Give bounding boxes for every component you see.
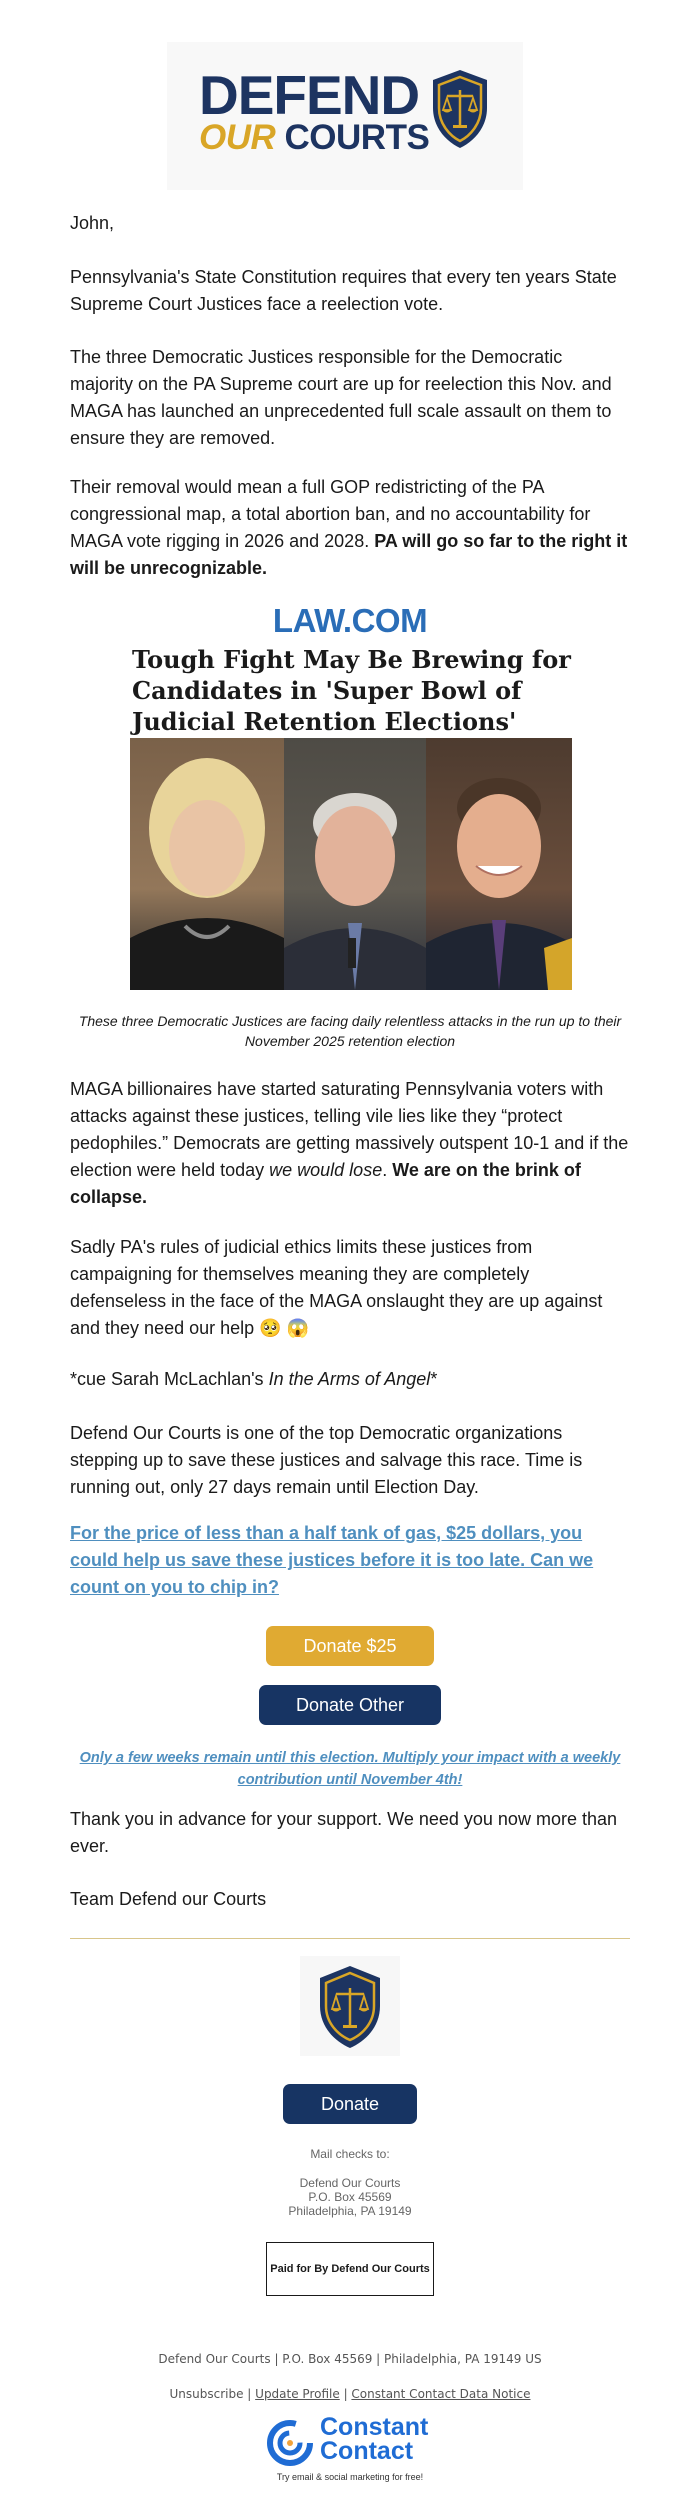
paragraph-maga-text: MAGA billionaires have started saturating Pennsylvania voters with attacks against these justices, telling vile lies like they “protect pedophiles.” Democrats are getting massively outspent 10-1 and if the election were held today (70, 1079, 629, 1180)
constant-contact-swirl-icon (266, 2418, 316, 2468)
update-profile-link[interactable]: Update Profile (255, 2387, 340, 2401)
cue-suffix: * (430, 1369, 438, 1389)
law-com-logo: LAW.COM (272, 602, 428, 639)
paragraph-ethics-text: Sadly PA's rules of judicial ethics limits these justices from campaigning for themselves meaning they are completely defenseless in the face of the MAGA onslaught they are up against and they need our help (70, 1237, 603, 1338)
paragraph-maga-bold: We are on the brink of collapse. (70, 1160, 581, 1207)
paragraph-constitution: Pennsylvania's State Constitution requires that every ten years State Supreme Court Justices face a reelection vote. (70, 267, 617, 314)
paragraph-ethics-rules (70, 1234, 630, 1342)
logo-defend-text: DEFEND (199, 64, 420, 126)
cc-links: Unsubscribe | Update Profile | Constant Contact Data Notice (169, 2387, 531, 2401)
logo-courts-word: COURTS (284, 118, 430, 157)
address-box: P.O. Box 45569 (308, 2190, 392, 2204)
paragraph-maga-billionaires: MAGA billionaires have started saturating Pennsylvania voters with attacks against these justices, telling vile lies like they “protect pedophiles.” Democrats are getting massively outspent 10-1 and if the election were held today we would lose. We are on the brink of collapse. (70, 1079, 629, 1207)
cc-data-notice-link[interactable]: Constant Contact Data Notice (351, 2387, 531, 2401)
cc-brand-line2: Contact (320, 2437, 414, 2465)
donate-other-button[interactable]: Donate Other (259, 1685, 441, 1725)
logo-our-word: OUR (199, 118, 276, 157)
pleading-emoji-icon: 🥺 😱 (259, 1318, 309, 1338)
donate-cta-link[interactable]: For the price of less than a half tank of gas, $25 dollars, you could help us save these justices before it is too late. Can we count on you to chip in? (70, 1523, 594, 1597)
justice-photo-2 (284, 738, 426, 990)
article-headline: Tough Fight May Be Brewing for Candidates in 'Super Bowl of Judicial Retention Elections' (132, 645, 571, 736)
donate-25-button[interactable]: Donate $25 (266, 1626, 434, 1666)
footer-donate-button[interactable]: Donate (283, 2084, 417, 2124)
cc-brand-line1: Constant (320, 2413, 429, 2441)
mail-checks-label: Mail checks to: (310, 2147, 390, 2161)
justice-photo-1 (130, 738, 284, 990)
address-city: Philadelphia, PA 19149 (288, 2204, 412, 2218)
article-caption: These three Democratic Justices are facing daily relentless attacks in the run up to their November 2025 retention election (78, 1013, 622, 1049)
weekly-contribution-link[interactable]: Only a few weeks remain until this election. Multiply your impact with a weekly contribution until November 4th! (79, 1750, 621, 1788)
paragraph-organization: Defend Our Courts is one of the top Democratic organizations stepping up to save these justices and salvage this race. Time is running out, only 27 days remain until Election Day. (70, 1423, 583, 1497)
shield-scales-icon (429, 68, 491, 150)
footer-logo (300, 1956, 400, 2056)
paid-for-disclaimer: Paid for By Defend Our Courts (266, 2242, 434, 2296)
unsubscribe-link[interactable]: Unsubscribe (169, 2387, 244, 2401)
logo-our-courts-text (199, 118, 429, 158)
cue-prefix: *cue Sarah McLachlan's (70, 1369, 264, 1389)
cc-address: Defend Our Courts | P.O. Box 45569 | Philadelphia, PA 19149 US (158, 2352, 542, 2366)
paragraph-justices: The three Democratic Justices responsible for the Democratic majority on the PA Supreme court are up for reelection this Nov. and MAGA has launched an unprecedented full scale assault on them to ensure they are removed. (70, 347, 612, 448)
paragraph-thanks: Thank you in advance for your support. We need you now more than ever. (70, 1809, 617, 1856)
divider (70, 1938, 630, 1939)
paragraph-removal-bold: PA will go so far to the right it will be unrecognizable. (70, 531, 628, 578)
address-name: Defend Our Courts (299, 2176, 401, 2190)
cc-tagline: Try email & social marketing for free! (276, 2472, 424, 2482)
law-com-article-image (130, 602, 572, 992)
song-title: In the Arms of Angel (268, 1369, 431, 1389)
paragraph-sarah-mclachlan (70, 1366, 630, 1393)
defend-our-courts-logo (167, 42, 523, 190)
justice-photo-3 (426, 738, 572, 990)
signoff: Team Defend our Courts (70, 1889, 267, 1909)
paragraph-removal (70, 474, 630, 582)
footer-shield-icon (300, 1956, 400, 2056)
paragraph-removal-text: Their removal would mean a full GOP redistricting of the PA congressional map, a total abortion ban, and no accountability for MAGA vote rigging in 2026 and 2028. (70, 477, 591, 551)
greeting: John, (70, 213, 115, 233)
paragraph-maga-italic: we would lose (269, 1160, 383, 1180)
